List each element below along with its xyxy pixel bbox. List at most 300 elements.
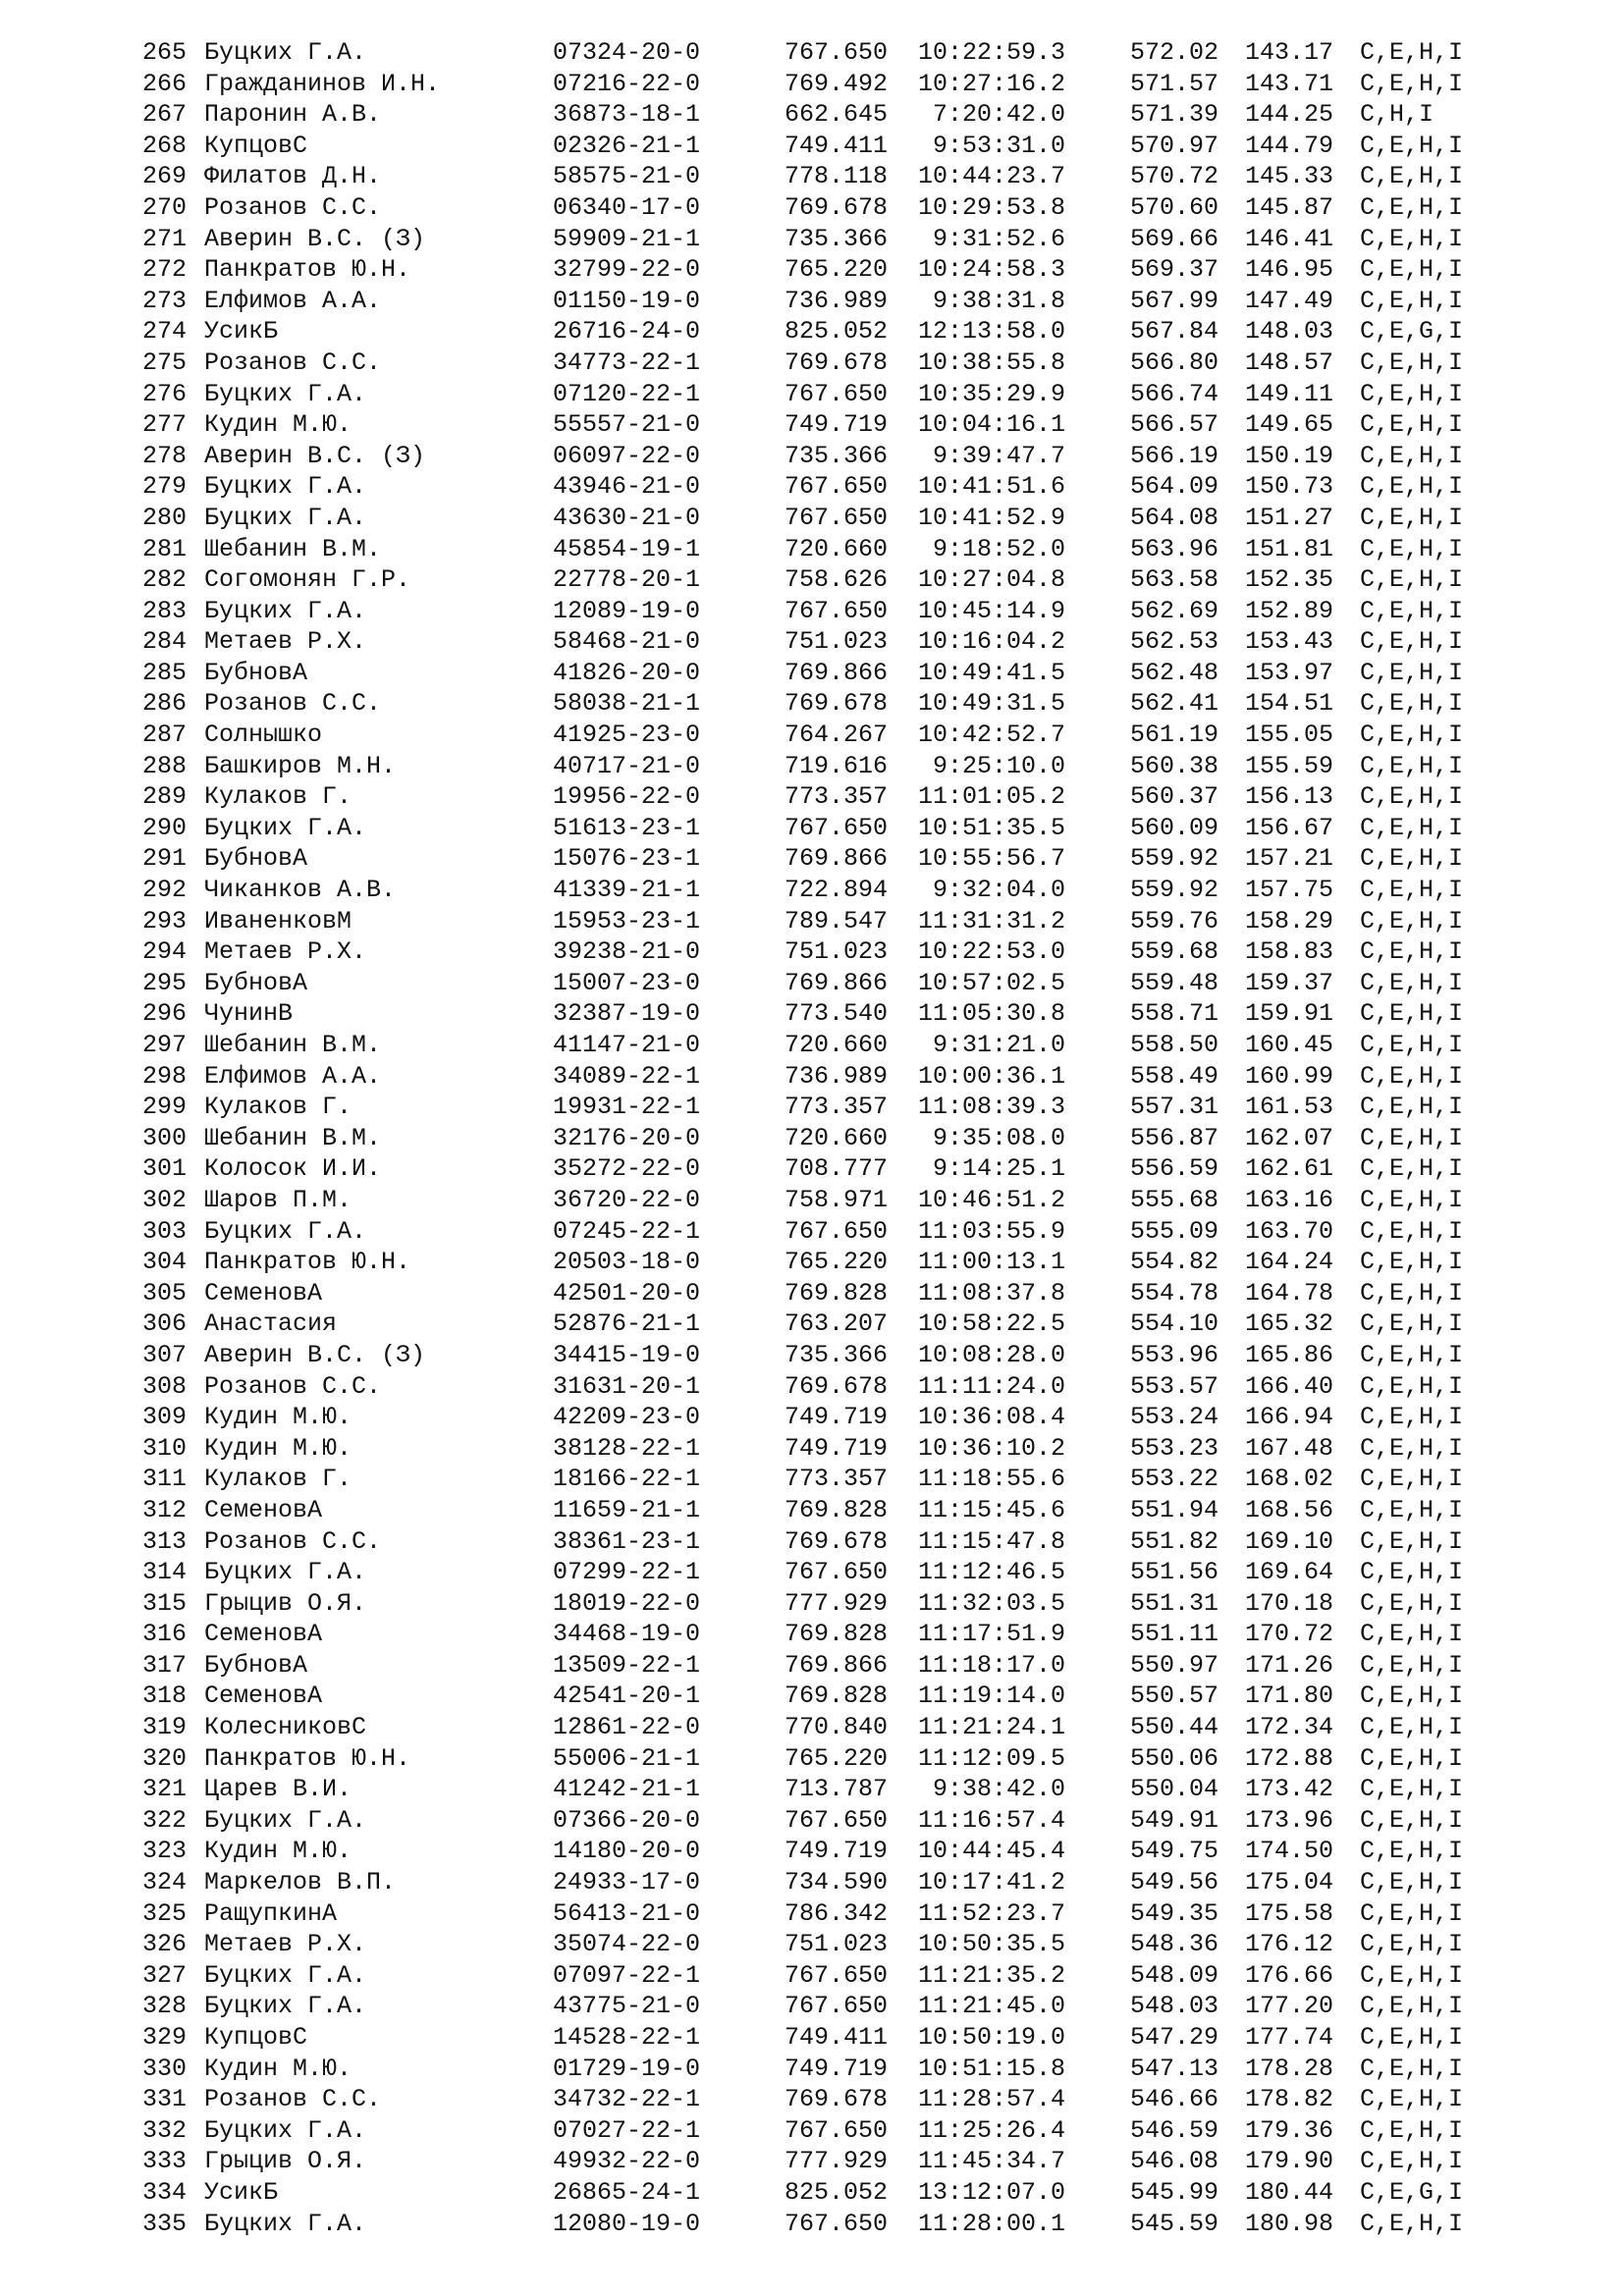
table-row (142, 1402, 1517, 1433)
flight-time-cell: 11:32:03.5 (918, 1588, 1066, 1618)
ring-number-cell: 55006-21-1 (553, 1743, 701, 1773)
table-row (142, 347, 1517, 379)
fancier-name-cell: Кудин М.Ю. (204, 1403, 352, 1432)
points-cell: 153.43 (1245, 627, 1334, 657)
points-cell: 156.13 (1245, 782, 1334, 812)
flight-time-cell: 9:18:52.0 (918, 534, 1066, 563)
ring-number-cell: 18019-22-0 (553, 1588, 701, 1618)
ring-number-cell: 13509-22-1 (553, 1650, 701, 1680)
place-number-cell: 290 (142, 813, 188, 842)
fancier-name-cell: Буцких Г.А. (204, 472, 367, 502)
ring-number-cell: 41147-21-0 (553, 1031, 701, 1059)
categories-cell: C,E,H,I (1360, 410, 1464, 440)
flight-time-cell: 10:36:10.2 (918, 1433, 1066, 1463)
categories-cell: C,E,H,I (1360, 224, 1464, 253)
points-cell: 152.35 (1245, 565, 1334, 595)
ring-number-cell: 34732-22-1 (553, 2085, 701, 2114)
flight-time-cell: 10:51:35.5 (918, 813, 1066, 842)
place-number-cell: 287 (142, 721, 188, 750)
distance-cell: 777.929 (785, 2147, 889, 2176)
ring-number-cell: 32387-19-0 (553, 999, 701, 1029)
flight-time-cell: 11:21:45.0 (918, 1992, 1066, 2021)
place-number-cell: 276 (142, 379, 188, 408)
speed-cell: 559.68 (1130, 937, 1219, 967)
table-row (142, 1123, 1517, 1154)
table-row (142, 1960, 1517, 1992)
place-number-cell: 300 (142, 1123, 188, 1152)
ring-number-cell: 34415-19-0 (553, 1340, 701, 1369)
fancier-name-cell: Буцких Г.А. (204, 2115, 367, 2145)
ring-number-cell: 35272-22-0 (553, 1154, 701, 1184)
flight-time-cell: 10:00:36.1 (918, 1061, 1066, 1091)
distance-cell: 769.678 (785, 1526, 889, 1556)
distance-cell: 751.023 (785, 937, 889, 967)
table-row (142, 596, 1517, 627)
distance-cell: 735.366 (785, 224, 889, 253)
categories-cell: C,E,H,I (1360, 876, 1464, 905)
ring-number-cell: 24933-17-0 (553, 1868, 701, 1897)
table-row (142, 2115, 1517, 2147)
ring-number-cell: 58468-21-0 (553, 627, 701, 657)
place-number-cell: 286 (142, 689, 188, 719)
table-row (142, 1278, 1517, 1309)
place-number-cell: 324 (142, 1868, 188, 1897)
place-number-cell: 272 (142, 255, 188, 285)
ring-number-cell: 07097-22-1 (553, 1960, 701, 1990)
speed-cell: 550.44 (1130, 1713, 1219, 1742)
fancier-name-cell: Аверин В.С. (З) (204, 1340, 426, 1369)
distance-cell: 722.894 (785, 876, 889, 905)
fancier-name-cell: Кудин М.Ю. (204, 2054, 352, 2083)
flight-time-cell: 10:58:22.5 (918, 1309, 1066, 1339)
flight-time-cell: 11:12:09.5 (918, 1743, 1066, 1773)
table-row (142, 2022, 1517, 2054)
fancier-name-cell: Кулаков Г. (204, 1465, 352, 1494)
categories-cell: C,E,H,I (1360, 968, 1464, 997)
flight-time-cell: 11:15:47.8 (918, 1526, 1066, 1556)
categories-cell: C,E,H,I (1360, 379, 1464, 408)
fancier-name-cell: Буцких Г.А. (204, 1960, 367, 1990)
points-cell: 157.21 (1245, 844, 1334, 874)
fancier-name-cell: КолесниковС (204, 1713, 367, 1742)
categories-cell: C,E,H,I (1360, 1185, 1464, 1214)
categories-cell: C,E,H,I (1360, 658, 1464, 687)
distance-cell: 708.777 (785, 1154, 889, 1184)
flight-time-cell: 11:18:55.6 (918, 1465, 1066, 1494)
distance-cell: 769.866 (785, 968, 889, 997)
speed-cell: 556.87 (1130, 1123, 1219, 1152)
flight-time-cell: 13:12:07.0 (918, 2177, 1066, 2207)
speed-cell: 546.66 (1130, 2085, 1219, 2114)
ring-number-cell: 51613-23-1 (553, 813, 701, 842)
categories-cell: C,E,H,I (1360, 1713, 1464, 1742)
place-number-cell: 304 (142, 1248, 188, 1277)
place-number-cell: 307 (142, 1340, 188, 1369)
speed-cell: 548.03 (1130, 1992, 1219, 2021)
distance-cell: 767.650 (785, 472, 889, 502)
table-row (142, 751, 1517, 782)
flight-time-cell: 11:28:00.1 (918, 2209, 1066, 2238)
ring-number-cell: 36720-22-0 (553, 1185, 701, 1214)
fancier-name-cell: Буцких Г.А. (204, 1805, 367, 1835)
distance-cell: 767.650 (785, 813, 889, 842)
fancier-name-cell: СеменовА (204, 1278, 323, 1308)
ring-number-cell: 34773-22-1 (553, 347, 701, 377)
speed-cell: 551.94 (1130, 1495, 1219, 1524)
flight-time-cell: 11:11:24.0 (918, 1371, 1066, 1401)
points-cell: 165.86 (1245, 1340, 1334, 1369)
place-number-cell: 308 (142, 1371, 188, 1401)
speed-cell: 555.09 (1130, 1216, 1219, 1246)
points-cell: 162.61 (1245, 1154, 1334, 1184)
table-row (142, 1898, 1517, 1930)
categories-cell: C,E,H,I (1360, 1403, 1464, 1432)
flight-time-cell: 10:04:16.1 (918, 410, 1066, 440)
fancier-name-cell: ИваненковМ (204, 906, 352, 935)
fancier-name-cell: Аверин В.С. (З) (204, 224, 426, 253)
speed-cell: 548.09 (1130, 1960, 1219, 1990)
categories-cell: C,E,H,I (1360, 69, 1464, 98)
speed-cell: 562.41 (1130, 689, 1219, 719)
categories-cell: C,E,H,I (1360, 1061, 1464, 1091)
speed-cell: 559.92 (1130, 876, 1219, 905)
distance-cell: 769.492 (785, 69, 889, 98)
place-number-cell: 297 (142, 1031, 188, 1059)
ring-number-cell: 15007-23-0 (553, 968, 701, 997)
place-number-cell: 283 (142, 596, 188, 625)
fancier-name-cell: БубновА (204, 658, 308, 687)
speed-cell: 571.39 (1130, 100, 1219, 130)
categories-cell: C,E,H,I (1360, 1093, 1464, 1122)
flight-time-cell: 11:45:34.7 (918, 2147, 1066, 2176)
categories-cell: C,E,H,I (1360, 1805, 1464, 1835)
flight-time-cell: 9:14:25.1 (918, 1154, 1066, 1184)
fancier-name-cell: Царев В.И. (204, 1775, 352, 1804)
flight-time-cell: 11:28:57.4 (918, 2085, 1066, 2114)
categories-cell: C,E,H,I (1360, 2023, 1464, 2052)
ring-number-cell: 38361-23-1 (553, 1526, 701, 1556)
ring-number-cell: 07366-20-0 (553, 1805, 701, 1835)
distance-cell: 789.547 (785, 906, 889, 935)
fancier-name-cell: Метаев Р.Х. (204, 1930, 367, 1959)
flight-time-cell: 11:16:57.4 (918, 1805, 1066, 1835)
fancier-name-cell: Розанов С.С. (204, 347, 382, 377)
distance-cell: 769.678 (785, 689, 889, 719)
distance-cell: 758.626 (785, 565, 889, 595)
ring-number-cell: 41826-20-0 (553, 658, 701, 687)
ring-number-cell: 32799-22-0 (553, 255, 701, 285)
table-row (142, 1929, 1517, 1960)
ring-number-cell: 19931-22-1 (553, 1093, 701, 1122)
ring-number-cell: 07299-22-1 (553, 1558, 701, 1587)
table-row (142, 1867, 1517, 1898)
speed-cell: 550.57 (1130, 1682, 1219, 1711)
points-cell: 157.75 (1245, 876, 1334, 905)
speed-cell: 551.82 (1130, 1526, 1219, 1556)
speed-cell: 560.38 (1130, 751, 1219, 780)
place-number-cell: 301 (142, 1154, 188, 1184)
speed-cell: 558.50 (1130, 1031, 1219, 1059)
fancier-name-cell: Розанов С.С. (204, 2085, 382, 2114)
table-row (142, 1153, 1517, 1185)
distance-cell: 765.220 (785, 1743, 889, 1773)
ring-number-cell: 31631-20-1 (553, 1371, 701, 1401)
speed-cell: 550.04 (1130, 1775, 1219, 1804)
flight-time-cell: 10:29:53.8 (918, 192, 1066, 222)
distance-cell: 767.650 (785, 596, 889, 625)
flight-time-cell: 9:35:08.0 (918, 1123, 1066, 1152)
table-row (142, 2209, 1517, 2240)
ring-number-cell: 01729-19-0 (553, 2054, 701, 2083)
distance-cell: 767.650 (785, 1216, 889, 1246)
ring-number-cell: 58575-21-0 (553, 162, 701, 191)
flight-time-cell: 11:25:26.4 (918, 2115, 1066, 2145)
speed-cell: 566.74 (1130, 379, 1219, 408)
fancier-name-cell: Буцких Г.А. (204, 379, 367, 408)
flight-time-cell: 11:08:37.8 (918, 1278, 1066, 1308)
categories-cell: C,E,H,I (1360, 1465, 1464, 1494)
categories-cell: C,E,H,I (1360, 1868, 1464, 1897)
fancier-name-cell: БубновА (204, 844, 308, 874)
fancier-name-cell: ЧунинВ (204, 999, 294, 1029)
table-row (142, 1774, 1517, 1805)
flight-time-cell: 11:19:14.0 (918, 1682, 1066, 1711)
distance-cell: 749.719 (785, 1837, 889, 1866)
table-row (142, 1495, 1517, 1526)
points-cell: 153.97 (1245, 658, 1334, 687)
flight-time-cell: 10:24:58.3 (918, 255, 1066, 285)
categories-cell: C,E,H,I (1360, 286, 1464, 315)
ring-number-cell: 35074-22-0 (553, 1930, 701, 1959)
speed-cell: 554.82 (1130, 1248, 1219, 1277)
points-cell: 172.88 (1245, 1743, 1334, 1773)
distance-cell: 719.616 (785, 751, 889, 780)
table-row (142, 1557, 1517, 1588)
table-row (142, 316, 1517, 347)
table-row (142, 1308, 1517, 1340)
table-row (142, 69, 1517, 100)
table-row (142, 1650, 1517, 1682)
distance-cell: 777.929 (785, 1588, 889, 1618)
flight-time-cell: 11:21:35.2 (918, 1960, 1066, 1990)
table-row (142, 1247, 1517, 1278)
ring-number-cell: 11659-21-1 (553, 1495, 701, 1524)
fancier-name-cell: Башкиров М.Н. (204, 751, 397, 780)
flight-time-cell: 11:21:24.1 (918, 1713, 1066, 1742)
categories-cell: C,E,G,I (1360, 2177, 1464, 2207)
fancier-name-cell: Гражданинов И.Н. (204, 69, 441, 98)
table-row (142, 441, 1517, 472)
fancier-name-cell: Шебанин В.М. (204, 1031, 382, 1059)
table-row (142, 688, 1517, 720)
ring-number-cell: 42501-20-0 (553, 1278, 701, 1308)
fancier-name-cell: Метаев Р.Х. (204, 627, 367, 657)
fancier-name-cell: Панкратов Ю.Н. (204, 1248, 411, 1277)
results-table (142, 37, 1517, 2239)
distance-cell: 720.660 (785, 534, 889, 563)
fancier-name-cell: Грыцив О.Я. (204, 1588, 367, 1618)
table-row (142, 1619, 1517, 1650)
ring-number-cell: 43946-21-0 (553, 472, 701, 502)
distance-cell: 720.660 (785, 1031, 889, 1059)
distance-cell: 769.866 (785, 844, 889, 874)
table-row (142, 2054, 1517, 2085)
flight-time-cell: 12:13:58.0 (918, 317, 1066, 347)
points-cell: 171.80 (1245, 1682, 1334, 1711)
place-number-cell: 325 (142, 1898, 188, 1928)
points-cell: 150.73 (1245, 472, 1334, 502)
table-row (142, 720, 1517, 751)
distance-cell: 767.650 (785, 1992, 889, 2021)
ring-number-cell: 15076-23-1 (553, 844, 701, 874)
categories-cell: C,E,H,I (1360, 906, 1464, 935)
fancier-name-cell: Панкратов Ю.Н. (204, 1743, 411, 1773)
points-cell: 176.12 (1245, 1930, 1334, 1959)
table-row (142, 1216, 1517, 1248)
distance-cell: 713.787 (785, 1775, 889, 1804)
distance-cell: 767.650 (785, 2209, 889, 2238)
fancier-name-cell: Буцких Г.А. (204, 596, 367, 625)
distance-cell: 773.357 (785, 782, 889, 812)
table-row (142, 843, 1517, 875)
table-row (142, 534, 1517, 565)
points-cell: 175.04 (1245, 1868, 1334, 1897)
ring-number-cell: 20503-18-0 (553, 1248, 701, 1277)
categories-cell: C,E,H,I (1360, 1340, 1464, 1369)
speed-cell: 550.97 (1130, 1650, 1219, 1680)
points-cell: 150.19 (1245, 441, 1334, 470)
place-number-cell: 270 (142, 192, 188, 222)
speed-cell: 563.58 (1130, 565, 1219, 595)
flight-time-cell: 10:44:45.4 (918, 1837, 1066, 1866)
speed-cell: 551.11 (1130, 1620, 1219, 1649)
points-cell: 149.11 (1245, 379, 1334, 408)
fancier-name-cell: Анастасия (204, 1309, 338, 1339)
flight-time-cell: 10:46:51.2 (918, 1185, 1066, 1214)
fancier-name-cell: Грыцив О.Я. (204, 2147, 367, 2176)
points-cell: 151.81 (1245, 534, 1334, 563)
fancier-name-cell: Розанов С.С. (204, 1526, 382, 1556)
distance-cell: 773.357 (785, 1465, 889, 1494)
fancier-name-cell: Буцких Г.А. (204, 1216, 367, 1246)
speed-cell: 545.99 (1130, 2177, 1219, 2207)
place-number-cell: 329 (142, 2023, 188, 2052)
fancier-name-cell: Колосок И.И. (204, 1154, 382, 1184)
points-cell: 148.57 (1245, 347, 1334, 377)
points-cell: 145.33 (1245, 162, 1334, 191)
categories-cell: C,E,H,I (1360, 1743, 1464, 1773)
place-number-cell: 281 (142, 534, 188, 563)
speed-cell: 566.19 (1130, 441, 1219, 470)
categories-cell: C,E,H,I (1360, 1278, 1464, 1308)
points-cell: 147.49 (1245, 286, 1334, 315)
table-row (142, 471, 1517, 503)
distance-cell: 751.023 (785, 627, 889, 657)
flight-time-cell: 9:32:04.0 (918, 876, 1066, 905)
fancier-name-cell: Маркелов В.П. (204, 1868, 397, 1897)
ring-number-cell: 40717-21-0 (553, 751, 701, 780)
ring-number-cell: 58038-21-1 (553, 689, 701, 719)
ring-number-cell: 34468-19-0 (553, 1620, 701, 1649)
flight-time-cell: 11:00:13.1 (918, 1248, 1066, 1277)
categories-cell: C,E,H,I (1360, 192, 1464, 222)
distance-cell: 749.719 (785, 2054, 889, 2083)
speed-cell: 556.59 (1130, 1154, 1219, 1184)
points-cell: 180.44 (1245, 2177, 1334, 2207)
categories-cell: C,E,H,I (1360, 347, 1464, 377)
points-cell: 155.59 (1245, 751, 1334, 780)
place-number-cell: 321 (142, 1775, 188, 1804)
ring-number-cell: 42209-23-0 (553, 1403, 701, 1432)
table-row (142, 409, 1517, 441)
distance-cell: 735.366 (785, 1340, 889, 1369)
fancier-name-cell: Кудин М.Ю. (204, 1433, 352, 1463)
fancier-name-cell: БубновА (204, 1650, 308, 1680)
place-number-cell: 279 (142, 472, 188, 502)
categories-cell: C,E,H,I (1360, 1371, 1464, 1401)
speed-cell: 558.71 (1130, 999, 1219, 1029)
flight-time-cell: 10:35:29.9 (918, 379, 1066, 408)
categories-cell: C,E,H,I (1360, 813, 1464, 842)
points-cell: 149.65 (1245, 410, 1334, 440)
place-number-cell: 305 (142, 1278, 188, 1308)
place-number-cell: 302 (142, 1185, 188, 1214)
points-cell: 154.51 (1245, 689, 1334, 719)
flight-time-cell: 10:08:28.0 (918, 1340, 1066, 1369)
categories-cell: C,E,H,I (1360, 1992, 1464, 2021)
place-number-cell: 282 (142, 565, 188, 595)
categories-cell: C,E,H,I (1360, 1930, 1464, 1959)
ring-number-cell: 06097-22-0 (553, 441, 701, 470)
distance-cell: 749.411 (785, 2023, 889, 2052)
points-cell: 173.96 (1245, 1805, 1334, 1835)
speed-cell: 562.69 (1130, 596, 1219, 625)
categories-cell: C,E,G,I (1360, 317, 1464, 347)
flight-time-cell: 11:05:30.8 (918, 999, 1066, 1029)
points-cell: 177.74 (1245, 2023, 1334, 2052)
place-number-cell: 333 (142, 2147, 188, 2176)
ring-number-cell: 14528-22-1 (553, 2023, 701, 2052)
categories-cell: C,E,H,I (1360, 1309, 1464, 1339)
place-number-cell: 277 (142, 410, 188, 440)
fancier-name-cell: Кудин М.Ю. (204, 410, 352, 440)
speed-cell: 555.68 (1130, 1185, 1219, 1214)
speed-cell: 551.56 (1130, 1558, 1219, 1587)
speed-cell: 569.37 (1130, 255, 1219, 285)
ring-number-cell: 41339-21-1 (553, 876, 701, 905)
points-cell: 161.53 (1245, 1093, 1334, 1122)
points-cell: 168.02 (1245, 1465, 1334, 1494)
flight-time-cell: 10:16:04.2 (918, 627, 1066, 657)
flight-time-cell: 11:17:51.9 (918, 1620, 1066, 1649)
ring-number-cell: 43630-21-0 (553, 503, 701, 532)
flight-time-cell: 10:27:16.2 (918, 69, 1066, 98)
fancier-name-cell: Буцких Г.А. (204, 2209, 367, 2238)
points-cell: 152.89 (1245, 596, 1334, 625)
place-number-cell: 311 (142, 1465, 188, 1494)
table-row (142, 564, 1517, 596)
points-cell: 170.72 (1245, 1620, 1334, 1649)
fancier-name-cell: Чиканков А.В. (204, 876, 397, 905)
fancier-name-cell: Кулаков Г. (204, 1093, 352, 1122)
categories-cell: C,E,H,I (1360, 255, 1464, 285)
speed-cell: 549.75 (1130, 1837, 1219, 1866)
distance-cell: 769.866 (785, 1650, 889, 1680)
distance-cell: 749.719 (785, 1403, 889, 1432)
speed-cell: 557.31 (1130, 1093, 1219, 1122)
table-row (142, 99, 1517, 131)
distance-cell: 763.207 (785, 1309, 889, 1339)
